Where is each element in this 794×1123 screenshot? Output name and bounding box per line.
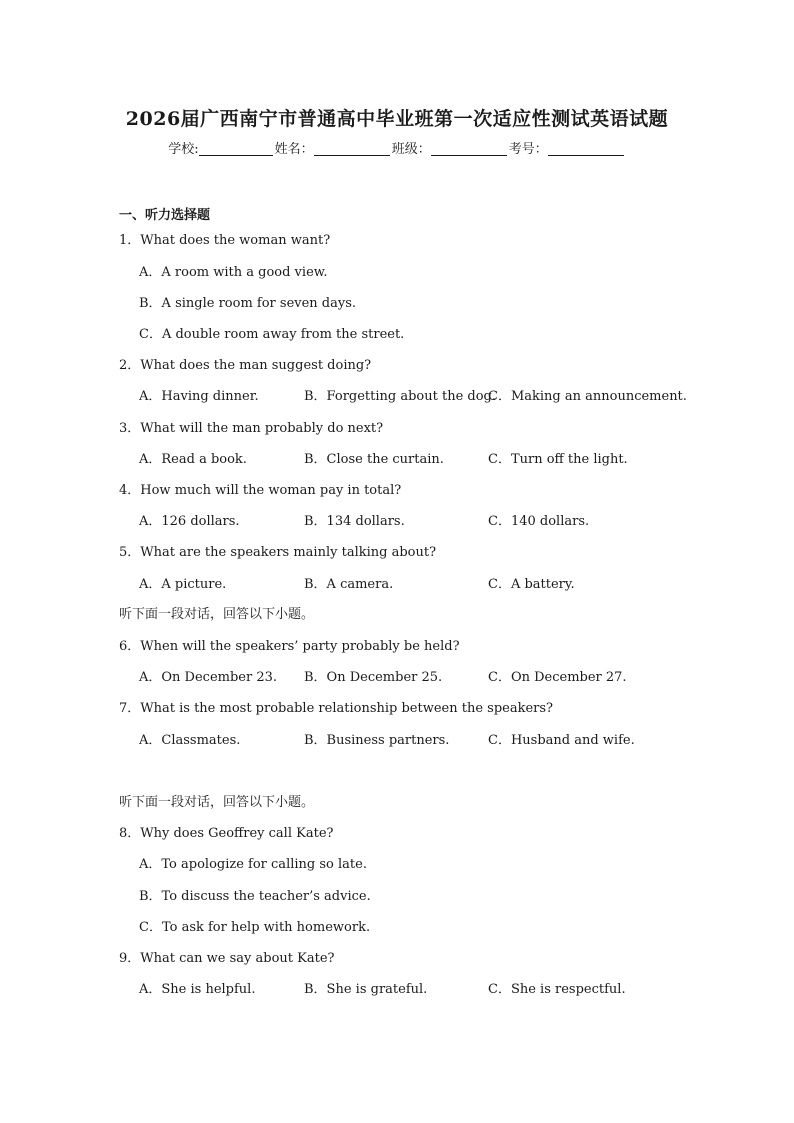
question-8-stem: 8．Why does Geoffrey call Kate? xyxy=(119,826,334,841)
question-9-option-a[interactable]: A．She is helpful. xyxy=(139,982,256,997)
question-7-stem: 7．What is the most probable relationship between the speakers? xyxy=(119,701,554,716)
question-4-stem: 4．How much will the woman pay in total? xyxy=(119,483,402,498)
question-4-option-c[interactable]: C．140 dollars. xyxy=(488,514,590,529)
question-2-stem: 2．What does the man suggest doing? xyxy=(119,358,372,373)
question-2-option-b[interactable]: B．Forgetting about the dog. xyxy=(304,389,497,404)
exam-number-blank[interactable] xyxy=(548,141,624,156)
question-1-option-b[interactable]: B．A single room for seven days. xyxy=(139,296,357,311)
name-blank[interactable] xyxy=(314,141,390,156)
question-4-option-a[interactable]: A．126 dollars. xyxy=(139,514,240,529)
student-info-line xyxy=(0,138,794,157)
question-7-option-a[interactable]: A．Classmates. xyxy=(139,733,241,748)
listening-instruction-1: 听下面一段对话，回答以下小题。 xyxy=(119,607,315,622)
question-7-option-b[interactable]: B．Business partners. xyxy=(304,733,450,748)
class-blank[interactable] xyxy=(431,141,507,156)
question-8-option-c[interactable]: C．To ask for help with homework. xyxy=(139,920,371,935)
question-4-option-b[interactable]: B．134 dollars. xyxy=(304,514,405,529)
school-blank[interactable] xyxy=(199,141,273,156)
question-5-stem: 5．What are the speakers mainly talking about? xyxy=(119,545,437,560)
question-3-option-b[interactable]: B．Close the curtain. xyxy=(304,452,444,467)
question-3-stem: 3．What will the man probably do next? xyxy=(119,421,384,436)
question-7-option-c[interactable]: C．Husband and wife. xyxy=(488,733,635,748)
listening-instruction-2: 听下面一段对话，回答以下小题。 xyxy=(119,795,315,810)
question-6-option-c[interactable]: C．On December 27. xyxy=(488,670,627,685)
class-label: 班级： xyxy=(391,142,431,157)
question-8-option-b[interactable]: B．To discuss the teacher’s advice. xyxy=(139,889,371,904)
school-label: 学校: xyxy=(168,142,199,157)
question-2-option-c[interactable]: C．Making an announcement. xyxy=(488,389,687,404)
question-9-stem: 9．What can we say about Kate? xyxy=(119,951,335,966)
question-6-option-a[interactable]: A．On December 23. xyxy=(139,670,278,685)
question-2-option-a[interactable]: A．Having dinner. xyxy=(139,389,259,404)
question-1-option-a[interactable]: A．A room with a good view. xyxy=(139,265,328,280)
section-title: 一、听力选择题 xyxy=(119,208,211,223)
question-1-stem: 1．What does the woman want? xyxy=(119,233,331,248)
question-6-option-b[interactable]: B．On December 25. xyxy=(304,670,443,685)
question-5-option-b[interactable]: B．A camera. xyxy=(304,577,394,592)
question-5-option-c[interactable]: C．A battery. xyxy=(488,577,575,592)
question-8-option-a[interactable]: A．To apologize for calling so late. xyxy=(139,857,367,872)
question-1-option-c[interactable]: C．A double room away from the street. xyxy=(139,327,405,342)
exam-number-label: 考号： xyxy=(508,142,548,157)
question-9-option-c[interactable]: C．She is respectful. xyxy=(488,982,626,997)
exam-title: 2026届广西南宁市普通高中毕业班第一次适应性测试英语试题 xyxy=(125,108,669,130)
question-9-option-b[interactable]: B．She is grateful. xyxy=(304,982,428,997)
question-3-option-c[interactable]: C．Turn off the light. xyxy=(488,452,628,467)
question-3-option-a[interactable]: A．Read a book. xyxy=(139,452,247,467)
name-label: 姓名： xyxy=(274,142,314,157)
question-5-option-a[interactable]: A．A picture. xyxy=(139,577,227,592)
question-6-stem: 6．When will the speakers’ party probably be held? xyxy=(119,639,460,654)
